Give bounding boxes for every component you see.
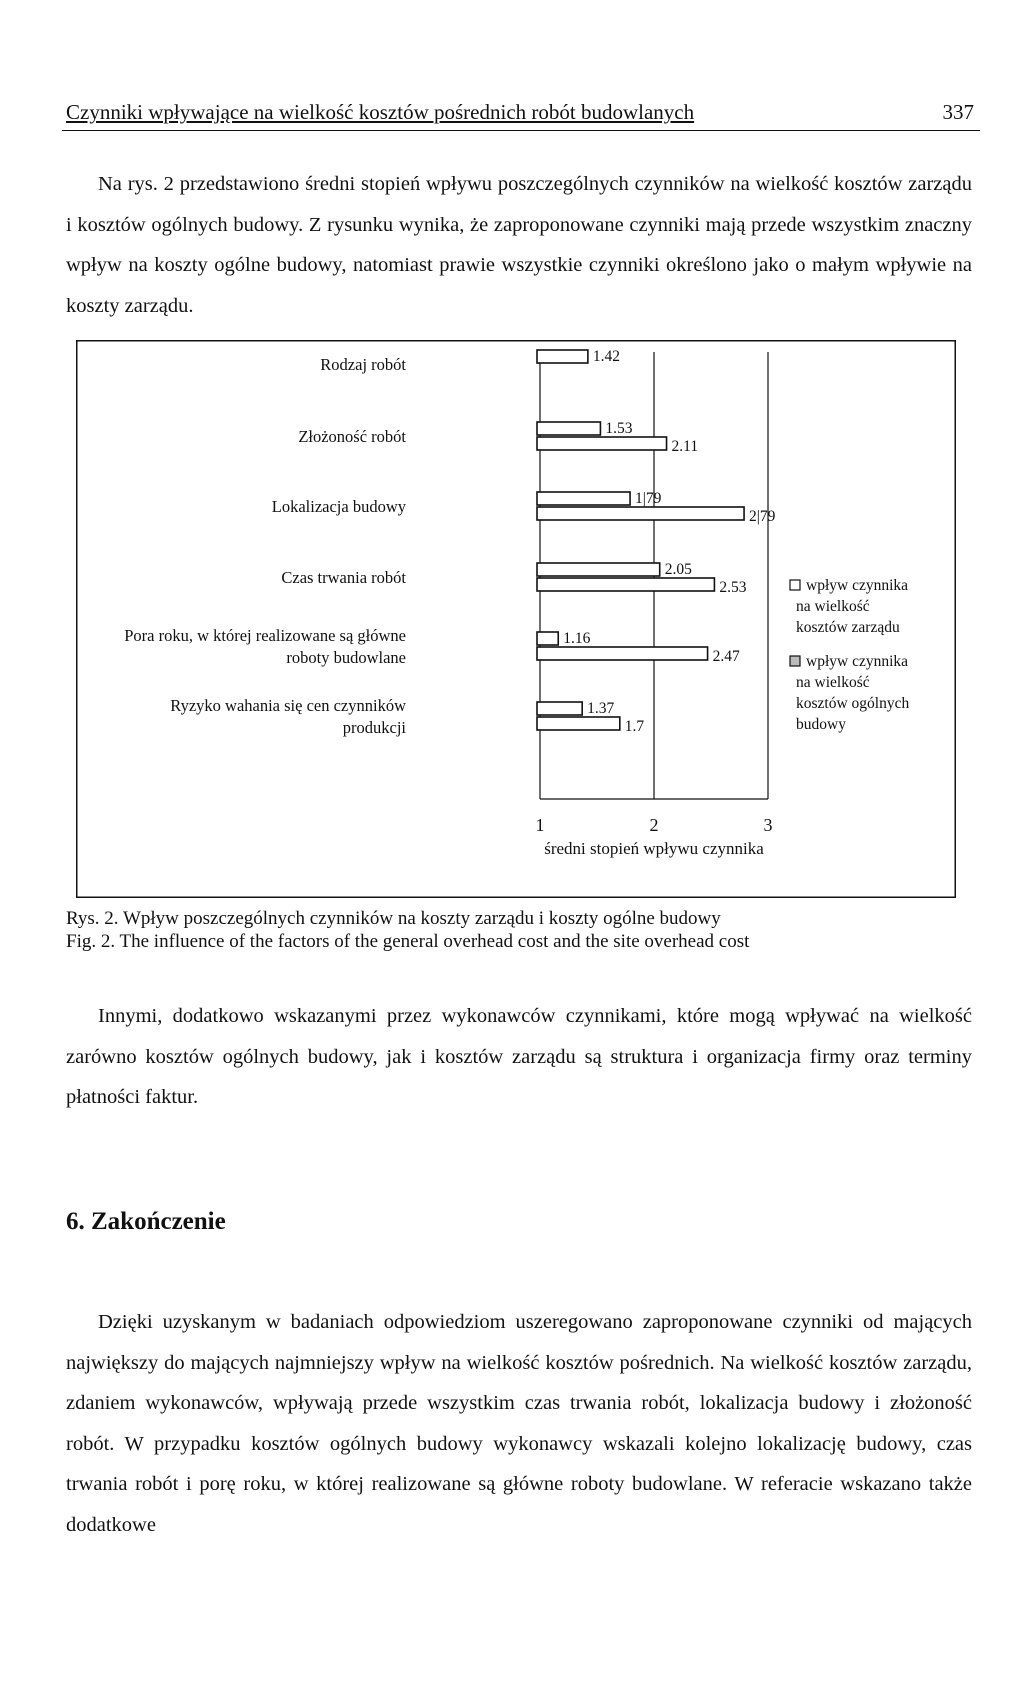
category-label-5-0: Ryzyko wahania się cen czynników xyxy=(170,696,406,715)
category-label-4-1: roboty budowlane xyxy=(286,648,406,667)
legend-label-1-2: kosztów ogólnych xyxy=(796,695,910,712)
legend-label-0-2: kosztów zarządu xyxy=(796,619,900,636)
legend-label-0-1: na wielkość xyxy=(796,598,870,615)
data-label-management-5: 1.37 xyxy=(587,700,615,717)
data-label-management-4: 1.16 xyxy=(563,630,591,647)
bar-site-3 xyxy=(537,578,714,591)
data-label-management-0: 1.42 xyxy=(592,348,621,365)
paragraph-conclusion: Dzięki uzyskanym w badaniach odpowiedziom uszeregowano zaproponowane czynniki od mających największy do mających najmniejszy wpływ na wielkość kosztów pośrednich. Na wielkość kosztów zarządu, zdaniem wykonawców, wpływają przede wszystkim czas trwania robót, lokalizacja budowy i złożoność robót. W przypadku kosztów ogólnych budowy wykonawcy wskazali kolejno lokalizację budowy, czas trwania robót i porę roku, w której realizowane są główne roboty budowlane. W referacie wskazano także dodatkowe xyxy=(66,1311,972,1536)
legend-swatch-0 xyxy=(790,580,800,590)
paragraph-additional-factors: Innymi, dodatkowo wskazanymi przez wykonawców czynnikami, które mogą wpływać na wielkość zarówno kosztów ogólnych budowy, jak i kosztów zarządu są struktura i organizacja firmy oraz terminy płatności faktur. xyxy=(66,1005,972,1108)
bar-management-3 xyxy=(537,563,660,576)
bar-site-2 xyxy=(537,507,744,520)
figure-chart xyxy=(76,340,956,898)
bar-management-4 xyxy=(537,632,558,645)
data-label-management-2: 1|79 xyxy=(635,490,662,507)
bar-management-0 xyxy=(537,350,588,363)
bar-management-1 xyxy=(537,422,600,435)
legend-label-0-0: wpływ czynnika xyxy=(806,577,909,594)
category-label-5-1: produkcji xyxy=(342,718,406,737)
legend-swatch-1 xyxy=(790,656,800,666)
data-label-site-2: 2|79 xyxy=(749,508,776,525)
data-label-site-5: 1.7 xyxy=(624,718,645,735)
bar-management-2 xyxy=(537,492,630,505)
data-label-management-3: 2.05 xyxy=(664,561,692,578)
data-label-site-4: 2.47 xyxy=(712,648,740,665)
x-tick-label-3: 3 xyxy=(763,815,773,835)
paragraph-intro: Na rys. 2 przedstawiono średni stopień wpływu poszczególnych czynników na wielkość kosztów zarządu i kosztów ogólnych budowy. Z rysunku wynika, że zaproponowane czynniki mają przede wszystkim znaczny wpływ na koszty ogólne budowy, natomiast prawie wszystkie czynniki określono jako o małym wpływie na koszty zarządu. xyxy=(66,173,972,317)
caption-english: Fig. 2. The influence of the factors of the general overhead cost and the site overhead cost xyxy=(66,931,750,952)
bar-site-5 xyxy=(537,717,620,730)
caption-polish: Rys. 2. Wpływ poszczególnych czynników na koszty zarządu i koszty ogólne budowy xyxy=(66,908,721,929)
bar-management-5 xyxy=(537,702,582,715)
category-label-0-0: Rodzaj robót xyxy=(320,355,406,374)
data-label-management-1: 1.53 xyxy=(605,420,633,437)
category-label-4-0: Pora roku, w której realizowane są główne xyxy=(124,626,406,645)
legend-label-1-0: wpływ czynnika xyxy=(806,653,909,670)
header-title: Czynniki wpływające na wielkość kosztów pośrednich robót budowlanych xyxy=(66,100,695,124)
bar-site-4 xyxy=(537,647,708,660)
bar-chart xyxy=(76,340,956,898)
running-header xyxy=(62,98,980,131)
section-title: 6. Zakończenie xyxy=(66,1208,226,1235)
bar-site-1 xyxy=(537,437,667,450)
x-axis-label: średni stopień wpływu czynnika xyxy=(544,839,764,858)
legend-label-1-1: na wielkość xyxy=(796,674,870,691)
data-label-site-1: 2.11 xyxy=(671,438,699,455)
legend-label-1-3: budowy xyxy=(796,716,846,733)
page-number: 337 xyxy=(942,100,974,124)
category-label-1-0: Złożoność robót xyxy=(298,427,406,446)
x-tick-label-1: 1 xyxy=(535,815,545,835)
data-label-site-3: 2.53 xyxy=(719,579,747,596)
x-tick-label-2: 2 xyxy=(649,815,659,835)
category-label-3-0: Czas trwania robót xyxy=(281,568,406,587)
category-label-2-0: Lokalizacja budowy xyxy=(271,497,406,516)
